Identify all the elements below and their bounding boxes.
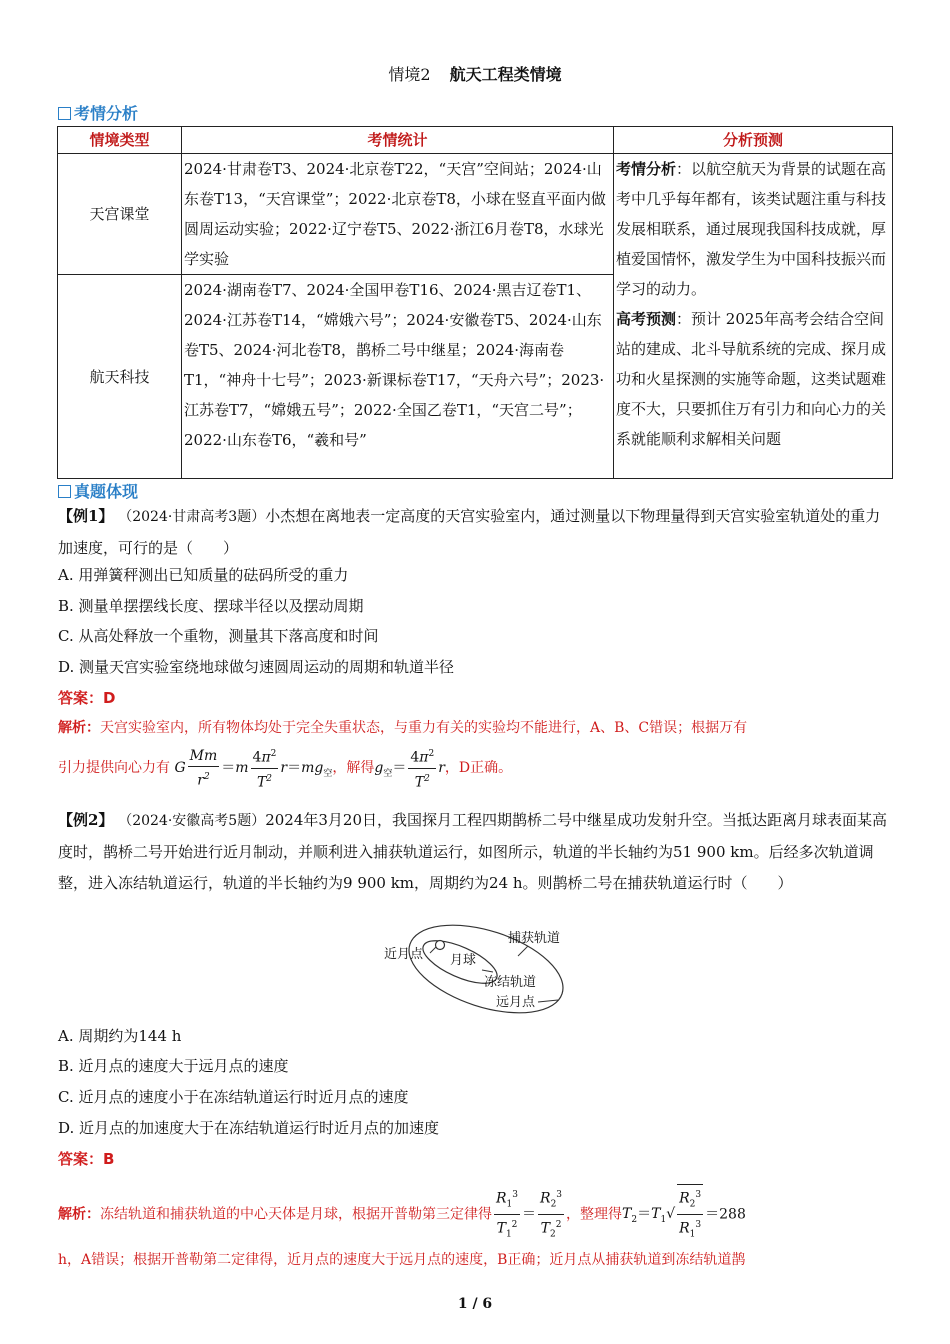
formula-fraction: $\frac{Mm}{r^2}$ [189, 747, 218, 789]
example-1-answer: 答案：D [58, 689, 116, 707]
checkbox-square-icon [58, 485, 71, 498]
row-stats: 2024·湖南卷T7、2024·全国甲卷T16、2024·黑吉辽卷T1、2024·江苏卷T14，“嫦娥六号”；2024·安徽卷T5、2024·山东卷T5、2024·河北卷T8，鹊桥二号中继星；2024·海南卷T1，“神舟十七号”；2023·新课标卷T17，“天舟六号”；2023·江苏卷T7，“嫦娥五号”；2022·全国乙卷T1，“天宫二号”；2022·山东卷T6，“羲和号” [182, 275, 614, 479]
analysis-text: ，整理得 [566, 1206, 623, 1223]
table-row [58, 154, 893, 275]
analysis-text-1: ：以航空航天为背景的试题在高考中几乎每年都有，该类试题注重与科技发展相联系，通过展现我国科技成就，厚植爱国情怀，激发学生为中国科技振兴而学习的动力。 [616, 160, 887, 298]
label-perilune: 近月点 [384, 947, 424, 962]
analysis-text: 天宫实验室内，所有物体均处于完全失重状态，与重力有关的实验均不能进行，A、B、C错误；根据万有 [100, 720, 748, 736]
formula-body: ＝ [522, 1206, 537, 1223]
analysis-text-2: ：预计 2025年高考会结合空间站的建成、北斗导航系统的完成、探月成功和火星探测的实施等命题，这类试题难度不大，只要抓住万有引力和向心力的关系就能顺利求解相关问题 [616, 310, 887, 448]
checkbox-square-icon [58, 107, 71, 120]
example-1-question [58, 501, 888, 564]
formula-fraction: $\frac{4\pi^2}{T^2}$ [251, 744, 279, 792]
pointer-line [430, 947, 436, 953]
header-type: 情境类型 [58, 127, 182, 154]
page-title [0, 62, 950, 85]
label-moon: 月球 [450, 953, 477, 968]
example-1-formula-line [58, 744, 888, 792]
row-type: 天宫课堂 [58, 154, 182, 275]
example-2-option: B. 近月点的速度大于远月点的速度 [58, 1057, 289, 1075]
formula-body: r [438, 760, 445, 777]
section-heading-exam [58, 479, 138, 502]
header-stats: 考情统计 [182, 127, 614, 154]
pointer-line [482, 970, 493, 972]
example-source: （2024·甘肃高考3题） [118, 509, 266, 525]
question-text: 小杰想在离地表一定高度的天宫实验室内，通过测量以下物理量得到天宫实验室轨道处的重力加速度，可行的是（ ） [58, 507, 881, 557]
example-2-option: A. 周期约为144 h [58, 1027, 182, 1045]
formula-body: ＝m [221, 760, 249, 777]
example-tag: 【例2】 [58, 811, 114, 829]
header-analysis: 分析预测 [614, 127, 893, 154]
analysis-text: ，D正确。 [444, 760, 513, 777]
example-2-question [58, 805, 888, 899]
analysis-text: 冻结轨道和捕获轨道的中心天体是月球，根据开普勒第三定律得 [100, 1206, 492, 1223]
moon-dot [436, 941, 445, 950]
question-text: 2024年3月20日，我国探月工程四期鹊桥二号中继星成功发射升空。当抵达距离月球表面某高度时，鹊桥二号开始进行近月制动，并顺利进入捕获轨道运行，如图所示，轨道的半长轴约为51 900 km。后经多次轨道调整，进入冻结轨道运行，轨道的半长轴约为9 900 km，周期约为24 h。则鹊桥二号在捕获轨道运行时（ ） [58, 811, 888, 892]
title-main: 航天工程类情境 [449, 65, 562, 84]
formula-fraction: $\frac{R_2^3}{T_2^2}$ [538, 1185, 564, 1245]
analysis-label: 解析： [58, 1206, 100, 1223]
analysis-text: 引力提供向心力有 [58, 760, 170, 777]
title-prefix: 情境2 [388, 65, 431, 84]
example-tag: 【例1】 [58, 507, 114, 525]
example-2-option: D. 近月点的加速度大于在冻结轨道运行时近月点的加速度 [58, 1119, 440, 1137]
formula-body: $g_空=$ [374, 760, 407, 779]
pointer-line [538, 1000, 558, 1002]
section-label: 真题体现 [74, 482, 139, 501]
formula-body: $T_2=T_1√$ [622, 1206, 676, 1226]
row-type: 航天科技 [58, 275, 182, 479]
example-1-option: D. 测量天宫实验室绕地球做匀速圆周运动的周期和轨道半径 [58, 658, 455, 676]
label-frozen-orbit: 冻结轨道 [484, 975, 537, 990]
row-stats: 2024·甘肃卷T3、2024·北京卷T22，“天宫”空间站；2024·山东卷T13，“天宫课堂”；2022·北京卷T8，小球在竖直平面内做圆周运动实验；2022·辽宁卷T5、2022·浙江6月卷T8，水球光学实验 [182, 154, 614, 275]
example-2-option: C. 近月点的速度小于在冻结轨道运行时近月点的速度 [58, 1088, 409, 1106]
analysis-label-2: 高考预测 [616, 310, 677, 328]
analysis-label: 解析： [58, 720, 100, 736]
formula-body: $r=mg_空$ [280, 760, 333, 779]
formula-fraction: $\frac{R_1^3}{T_1^2}$ [494, 1185, 520, 1245]
label-capture-orbit: 捕获轨道 [508, 931, 561, 946]
formula-fraction: $\frac{R_2^3}{R_1^3}$ [677, 1184, 703, 1245]
analysis-label-1: 考情分析 [616, 160, 677, 178]
example-1-option: A. 用弹簧秤测出已知质量的砝码所受的重力 [58, 566, 349, 584]
label-apolune: 远月点 [496, 995, 536, 1010]
example-source: （2024·安徽高考5题） [118, 813, 266, 829]
formula-value: ＝288 [705, 1206, 746, 1223]
formula-g: G [174, 760, 186, 777]
pointer-line [518, 946, 528, 956]
table-header-row [58, 127, 893, 154]
orbit-figure [378, 922, 578, 1022]
example-2-answer: 答案：B [58, 1150, 115, 1168]
analysis-text: ，解得 [332, 760, 375, 777]
example-1-option: C. 从高处释放一个重物，测量其下落高度和时间 [58, 627, 379, 645]
section-label: 考情分析 [74, 104, 139, 123]
situation-table [57, 126, 893, 479]
analysis-cell [614, 154, 893, 479]
example-1-option: B. 测量单摆摆线长度、摆球半径以及摆动周期 [58, 597, 364, 615]
page-number: 1 / 6 [457, 1296, 493, 1312]
example-2-analysis [58, 1184, 888, 1245]
example-1-analysis [58, 713, 888, 744]
section-heading-analysis [58, 101, 138, 124]
formula-fraction: $\frac{4\pi^2}{T^2}$ [408, 744, 436, 792]
example-2-analysis-line2: h，A错误；根据开普勒第二定律得，近月点的速度大于远月点的速度，B正确；近月点从捕获轨道到冻结轨道鹊 [58, 1252, 746, 1268]
